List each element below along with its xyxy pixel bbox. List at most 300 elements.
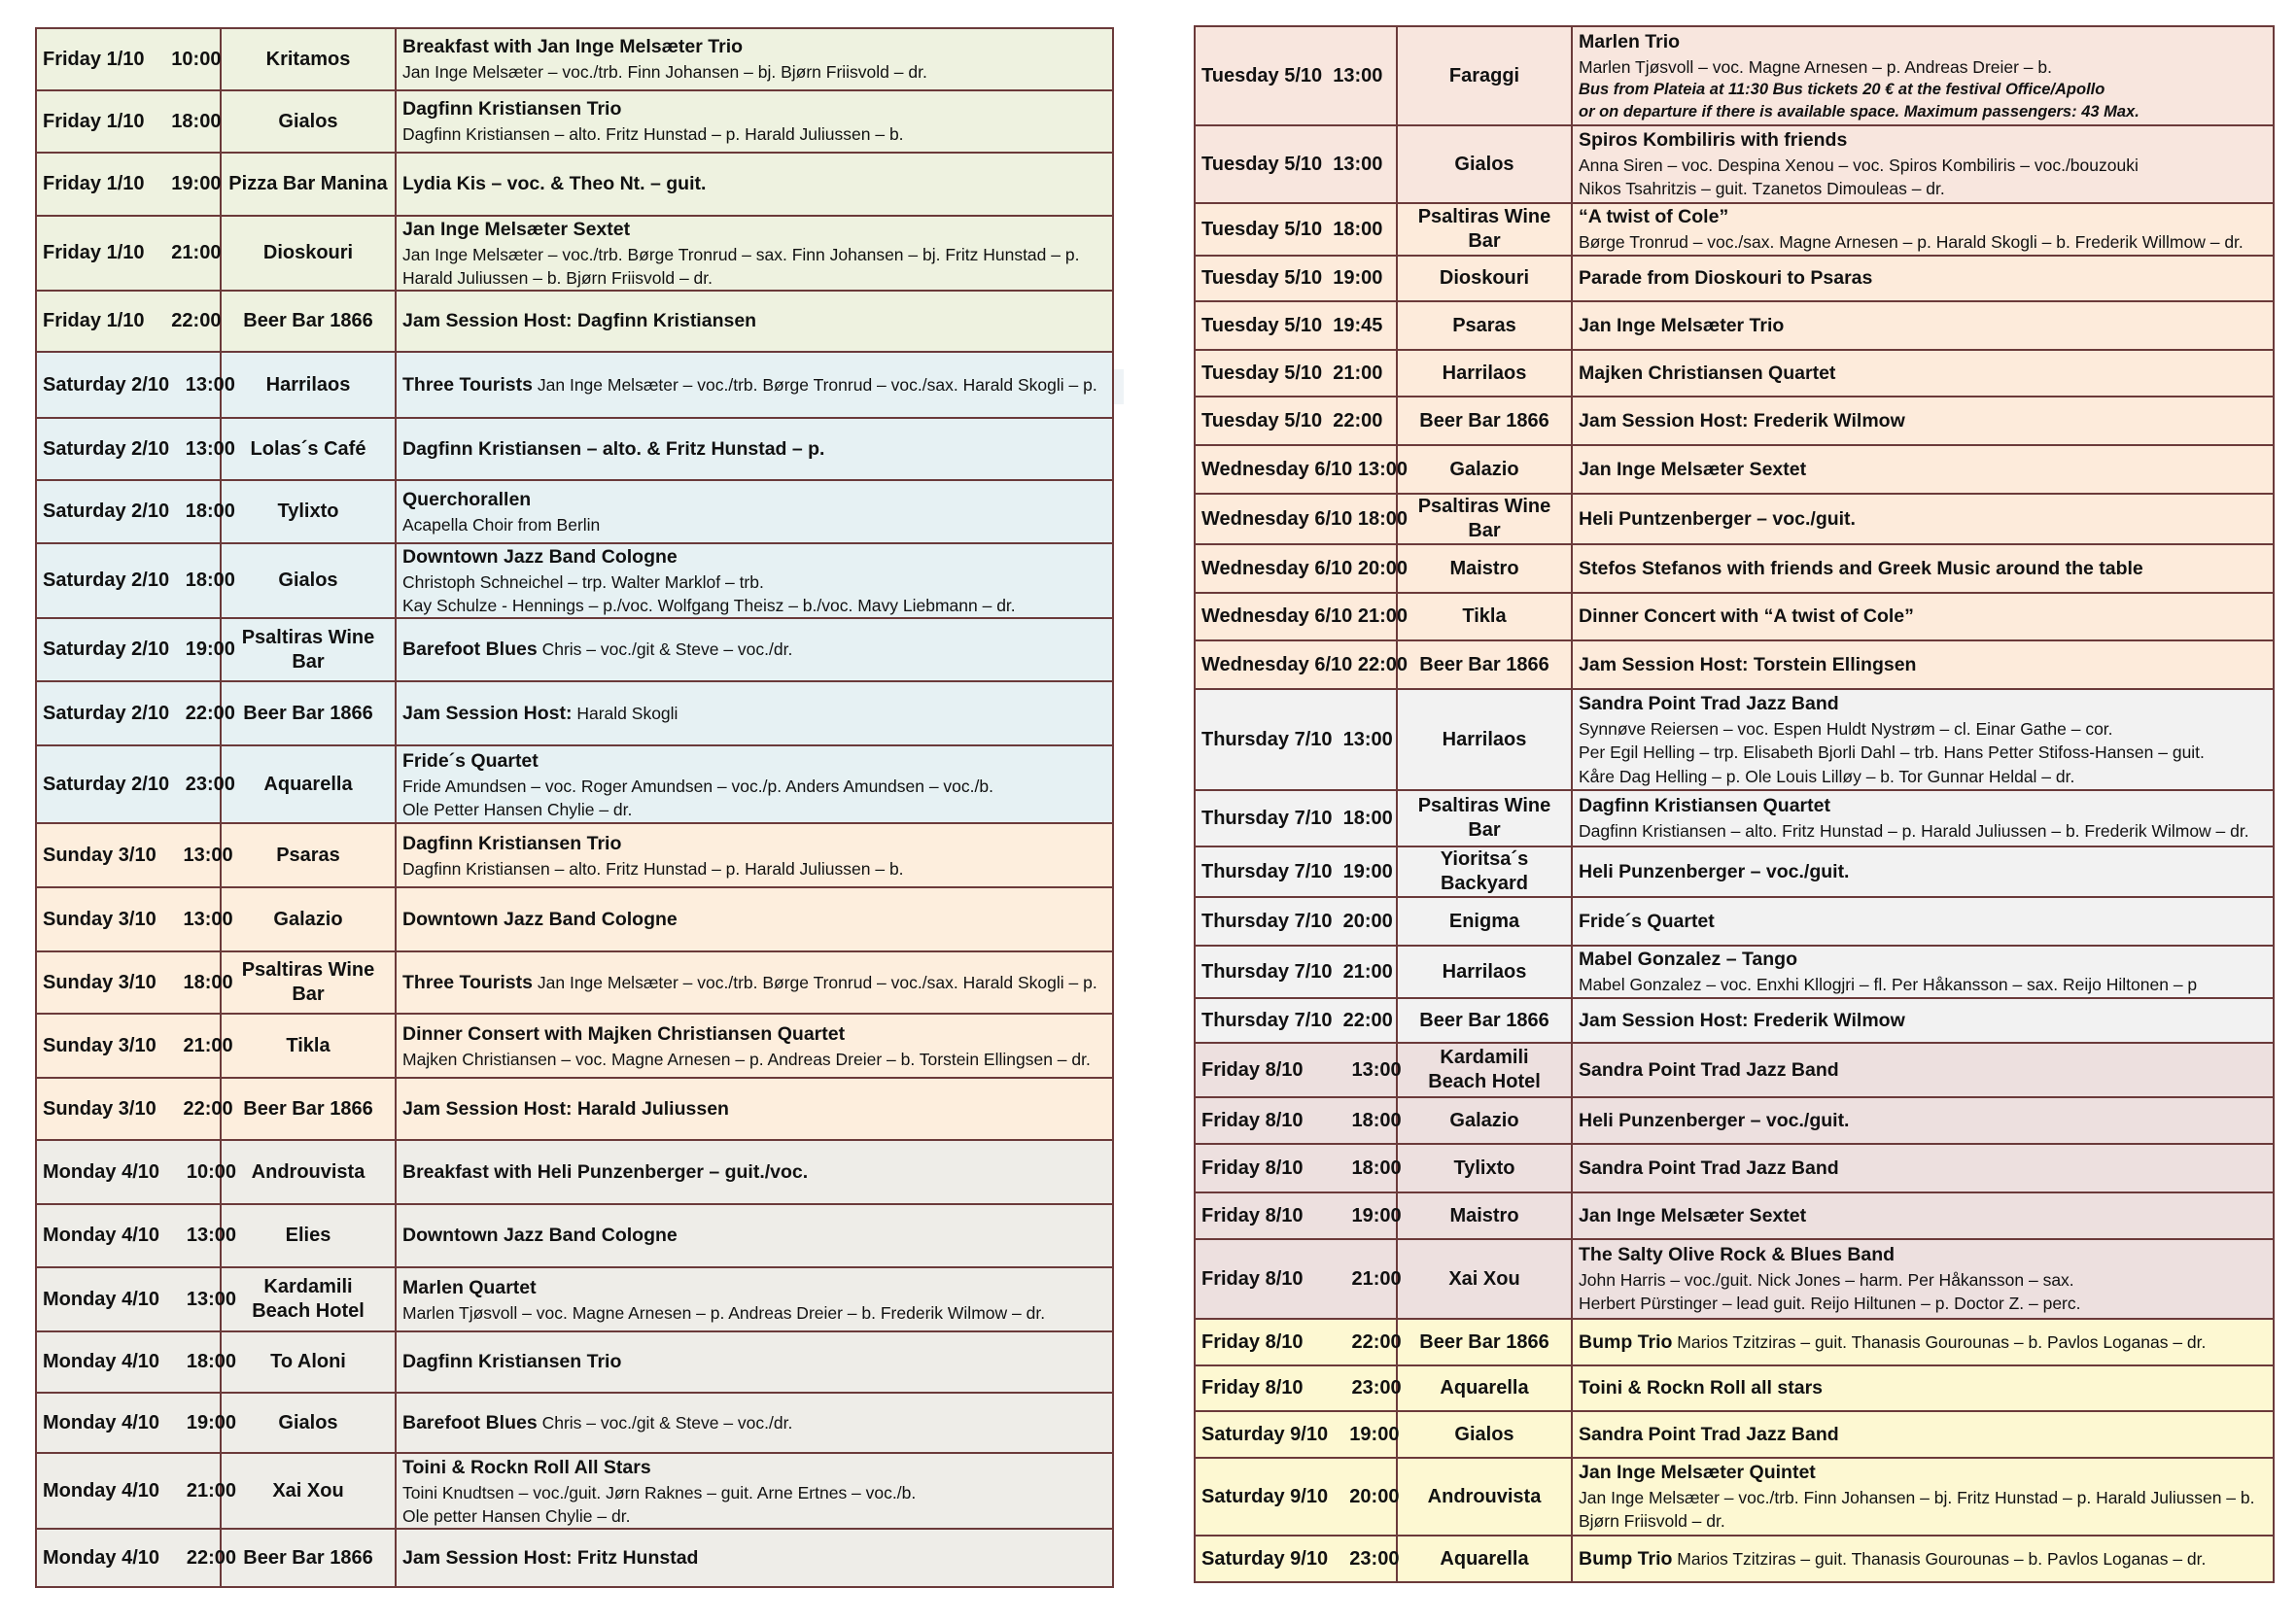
event-title: Jan Inge Melsæter Sextet (1579, 1204, 1807, 1226)
event-info (1572, 897, 2274, 946)
event-venue: Gialos (1397, 1411, 1572, 1458)
event-venue: Tikla (1397, 593, 1572, 640)
event-venue: Xai Xou (1397, 1239, 1572, 1319)
event-info (1572, 397, 2274, 445)
event-title: Jam Session Host: Dagfinn Kristiansen (402, 310, 757, 332)
event-info (396, 823, 1113, 887)
event-datetime: Friday 1/10 21:00 (36, 216, 221, 291)
event-detail-line: John Harris – voc./guit. Nick Jones – harm. Per Håkansson – sax. (1579, 1270, 2074, 1291)
event-detail-line: Acapella Choir from Berlin (402, 515, 601, 535)
event-detail-line: Dagfinn Kristiansen – alto. Fritz Hunstad – p. Harald Juliussen – b. (402, 858, 904, 879)
event-detail-line: Synnøve Reiersen – voc. Espen Huldt Nystrøm – cl. Einar Gathe – cor. (1579, 719, 2113, 740)
event-info (396, 153, 1113, 216)
event-title: Lydia Kis – voc. & Theo Nt. – guit. (402, 173, 707, 195)
schedule-row (36, 1267, 1113, 1331)
event-info (1572, 1319, 2274, 1365)
event-info (396, 28, 1113, 90)
event-title: Jam Session Host: (402, 702, 573, 724)
event-info (396, 745, 1113, 823)
event-info (1572, 1411, 2274, 1458)
event-info (396, 1267, 1113, 1331)
event-title: Jam Session Host: Harald Juliussen (402, 1097, 729, 1120)
event-datetime: Friday 8/10 19:00 (1195, 1192, 1397, 1239)
event-info (396, 418, 1113, 480)
event-info (396, 1204, 1113, 1267)
event-venue: Psaltiras Wine Bar (1397, 790, 1572, 846)
event-datetime: Friday 8/10 23:00 (1195, 1365, 1397, 1411)
event-title: Downtown Jazz Band Cologne (402, 1225, 678, 1247)
event-info (396, 480, 1113, 543)
schedule-row (1195, 1144, 2274, 1192)
event-title: Barefoot Blues (402, 639, 538, 661)
event-title: Heli Puntzenberger – voc./guit. (1579, 507, 1856, 530)
schedule-row (1195, 998, 2274, 1043)
event-lineup: Jan Inge Melsæter – voc./trb. Børge Tronrud – voc./sax. Harald Skogli – p. (537, 972, 1097, 992)
event-detail-line: Dagfinn Kristiansen – alto. Fritz Hunstad – p. Harald Juliussen – b. Frederik Wilmow – dr. (1579, 821, 2249, 842)
event-venue: Faraggi (1397, 26, 1572, 125)
event-info (396, 1078, 1113, 1140)
schedule-row (1195, 1239, 2274, 1319)
event-title: Three Tourists (402, 373, 533, 396)
event-venue: Tylixto (1397, 1144, 1572, 1192)
schedule-row (1195, 301, 2274, 350)
event-info (396, 1529, 1113, 1587)
event-info (396, 352, 1113, 418)
event-detail-line: Toini Knudtsen – voc./guit. Jørn Raknes – guit. Arne Ertnes – voc./b. (402, 1482, 917, 1502)
schedule-row (1195, 593, 2274, 640)
schedule-row (1195, 689, 2274, 790)
event-title: Spiros Kombiliris with friends (1579, 129, 1848, 152)
event-datetime: Saturday 2/10 22:00 (36, 681, 221, 745)
schedule-row (1195, 640, 2274, 689)
event-venue: Xai Xou (221, 1453, 396, 1529)
event-venue: Tylixto (221, 480, 396, 543)
schedule-left-body (36, 28, 1113, 1587)
event-title: Dagfinn Kristiansen Trio (402, 832, 622, 854)
event-datetime: Wednesday 6/10 13:00 (1195, 445, 1397, 494)
schedule-row (1195, 203, 2274, 256)
event-title: Marlen Trio (1579, 30, 1681, 52)
event-venue: Psaras (1397, 301, 1572, 350)
event-info (1572, 1144, 2274, 1192)
event-title: Fride´s Quartet (1579, 910, 1715, 932)
event-info (1572, 1458, 2274, 1536)
event-title: Sandra Point Trad Jazz Band (1579, 1058, 1839, 1081)
event-title: Sandra Point Trad Jazz Band (1579, 693, 1839, 715)
event-datetime: Saturday 2/10 23:00 (36, 745, 221, 823)
schedule-row (1195, 26, 2274, 125)
event-info (396, 1453, 1113, 1529)
event-info (1572, 350, 2274, 397)
event-datetime: Monday 4/10 22:00 (36, 1529, 221, 1587)
event-datetime: Saturday 9/10 19:00 (1195, 1411, 1397, 1458)
event-venue: Elies (221, 1204, 396, 1267)
event-info (396, 1140, 1113, 1204)
event-title: “A twist of Cole” (1579, 206, 1729, 228)
schedule-row (36, 1140, 1113, 1204)
event-lineup: Jan Inge Melsæter – voc./trb. Børge Tronrud – voc./sax. Harald Skogli – p. (537, 374, 1097, 395)
event-title: Querchorallen (402, 489, 532, 511)
event-venue: Psaras (221, 823, 396, 887)
event-title: Breakfast with Jan Inge Melsæter Trio (402, 36, 744, 58)
schedule-row (1195, 1536, 2274, 1582)
schedule-row (36, 291, 1113, 352)
event-detail-line: Herbert Pürstinger – lead guit. Reijo Hiltunen – p. Doctor Z. – perc. (1579, 1294, 2081, 1314)
event-datetime: Saturday 2/10 18:00 (36, 543, 221, 618)
event-title: Mabel Gonzalez – Tango (1579, 949, 1798, 971)
event-venue: Harrilaos (1397, 689, 1572, 790)
schedule-row (1195, 494, 2274, 544)
event-detail-line: Jan Inge Melsæter – voc./trb. Finn Johansen – bj. Bjørn Friisvold – dr. (402, 62, 927, 83)
schedule-row (36, 28, 1113, 90)
event-title: Toini & Rockn Roll All Stars (402, 1456, 651, 1478)
event-datetime: Saturday 2/10 19:00 (36, 618, 221, 681)
event-venue: Gialos (221, 90, 396, 153)
event-title: Bump Trio (1579, 1547, 1673, 1570)
event-note-line: Bus from Plateia at 11:30 Bus tickets 20 € at the festival Office/Apollo (1579, 80, 2105, 98)
event-detail-line: Kåre Dag Helling – p. Ole Louis Lilløy – b. Tor Gunnar Heldal – dr. (1579, 766, 2075, 786)
event-datetime: Monday 4/10 19:00 (36, 1393, 221, 1453)
event-venue: Harrilaos (1397, 350, 1572, 397)
schedule-row (36, 216, 1113, 291)
event-info (1572, 544, 2274, 593)
schedule-row (1195, 946, 2274, 998)
event-datetime: Sunday 3/10 22:00 (36, 1078, 221, 1140)
event-detail-line: Børge Tronrud – voc./sax. Magne Arnesen – p. Harald Skogli – b. Frederik Willmow – dr. (1579, 232, 2244, 253)
event-title: Heli Punzenberger – voc./guit. (1579, 860, 1850, 882)
event-datetime: Monday 4/10 10:00 (36, 1140, 221, 1204)
event-datetime: Thursday 7/10 18:00 (1195, 790, 1397, 846)
schedule-row (36, 887, 1113, 951)
event-lineup: Marios Tzitziras – guit. Thanasis Gourounas – b. Pavlos Loganas – dr. (1677, 1548, 2207, 1569)
event-datetime: Sunday 3/10 13:00 (36, 887, 221, 951)
event-title: Dinner Consert with Majken Christiansen Quartet (402, 1022, 846, 1045)
event-venue: Maistro (1397, 544, 1572, 593)
event-venue: Psaltiras Wine Bar (1397, 494, 1572, 544)
schedule-row (1195, 445, 2274, 494)
event-datetime: Sunday 3/10 18:00 (36, 951, 221, 1014)
event-venue: Gialos (221, 1393, 396, 1453)
event-title: Sandra Point Trad Jazz Band (1579, 1423, 1839, 1445)
event-venue: Gialos (221, 543, 396, 618)
event-datetime: Friday 1/10 18:00 (36, 90, 221, 153)
event-lineup: Chris – voc./git & Steve – voc./dr. (541, 1412, 793, 1433)
event-datetime: Sunday 3/10 13:00 (36, 823, 221, 887)
schedule-row (36, 153, 1113, 216)
event-title: The Salty Olive Rock & Blues Band (1579, 1244, 1896, 1266)
event-info (1572, 203, 2274, 256)
event-info (1572, 1365, 2274, 1411)
event-datetime: Thursday 7/10 20:00 (1195, 897, 1397, 946)
event-datetime: Thursday 7/10 13:00 (1195, 689, 1397, 790)
event-detail-line: Marlen Tjøsvoll – voc. Magne Arnesen – p. Andreas Dreier – b. (1579, 56, 2053, 77)
event-title: Parade from Dioskouri to Psaras (1579, 267, 1873, 290)
event-title: Dinner Concert with “A twist of Cole” (1579, 605, 1914, 628)
event-datetime: Tuesday 5/10 19:45 (1195, 301, 1397, 350)
event-datetime: Wednesday 6/10 20:00 (1195, 544, 1397, 593)
event-datetime: Saturday 9/10 20:00 (1195, 1458, 1397, 1536)
event-title: Toini & Rockn Roll all stars (1579, 1377, 1824, 1399)
event-info (1572, 445, 2274, 494)
event-info (1572, 1043, 2274, 1097)
event-info (1572, 1239, 2274, 1319)
schedule-row (36, 745, 1113, 823)
event-datetime: Friday 1/10 10:00 (36, 28, 221, 90)
event-info (396, 90, 1113, 153)
event-datetime: Sunday 3/10 21:00 (36, 1014, 221, 1078)
event-datetime: Tuesday 5/10 18:00 (1195, 203, 1397, 256)
event-venue: Enigma (1397, 897, 1572, 946)
event-datetime: Monday 4/10 13:00 (36, 1204, 221, 1267)
schedule-row (36, 1529, 1113, 1587)
schedule-row (1195, 544, 2274, 593)
event-datetime: Monday 4/10 21:00 (36, 1453, 221, 1529)
event-info (396, 1331, 1113, 1393)
event-info (1572, 593, 2274, 640)
schedule-row (1195, 846, 2274, 897)
schedule-row (1195, 1411, 2274, 1458)
event-venue: Aquarella (221, 745, 396, 823)
event-venue: Pizza Bar Manina (221, 153, 396, 216)
event-detail-line: Harald Juliussen – b. Bjørn Friisvold – dr. (402, 268, 713, 289)
event-title: Stefos Stefanos with friends and Greek Music around the table (1579, 557, 2143, 579)
schedule-row (36, 681, 1113, 745)
event-venue: Gialos (1397, 125, 1572, 203)
event-datetime: Tuesday 5/10 13:00 (1195, 26, 1397, 125)
event-venue: Maistro (1397, 1192, 1572, 1239)
schedule-row (1195, 1043, 2274, 1097)
event-info (1572, 1192, 2274, 1239)
event-datetime: Friday 1/10 22:00 (36, 291, 221, 352)
schedule-row (1195, 256, 2274, 301)
schedule-row (1195, 1097, 2274, 1144)
event-datetime: Thursday 7/10 21:00 (1195, 946, 1397, 998)
event-title: Three Tourists (402, 971, 533, 993)
schedule-left-table (35, 27, 1114, 1588)
event-title: Jan Inge Melsæter Sextet (1579, 458, 1807, 480)
event-info (396, 216, 1113, 291)
schedule-row (1195, 897, 2274, 946)
event-detail-line: Fride Amundsen – voc. Roger Amundsen – voc./p. Anders Amundsen – voc./b. (402, 776, 993, 796)
event-title: Bump Trio (1579, 1330, 1673, 1353)
event-venue: Galazio (1397, 445, 1572, 494)
event-datetime: Thursday 7/10 19:00 (1195, 846, 1397, 897)
schedule-row (1195, 1458, 2274, 1536)
event-title: Downtown Jazz Band Cologne (402, 908, 678, 930)
event-info (1572, 1097, 2274, 1144)
event-info (396, 618, 1113, 681)
event-datetime: Wednesday 6/10 22:00 (1195, 640, 1397, 689)
event-datetime: Saturday 2/10 18:00 (36, 480, 221, 543)
schedule-row (1195, 790, 2274, 846)
event-venue: Tikla (221, 1014, 396, 1078)
event-info (396, 681, 1113, 745)
event-datetime: Saturday 9/10 23:00 (1195, 1536, 1397, 1582)
event-datetime: Saturday 2/10 13:00 (36, 418, 221, 480)
event-info (396, 887, 1113, 951)
schedule-row (36, 1453, 1113, 1529)
event-info (1572, 301, 2274, 350)
event-info (396, 1014, 1113, 1078)
event-title: Downtown Jazz Band Cologne (402, 546, 678, 569)
schedule-row (36, 951, 1113, 1014)
event-venue: Harrilaos (1397, 946, 1572, 998)
event-datetime: Monday 4/10 13:00 (36, 1267, 221, 1331)
event-datetime: Saturday 2/10 13:00 (36, 352, 221, 418)
event-title: Breakfast with Heli Punzenberger – guit./voc. (402, 1160, 809, 1183)
event-datetime: Friday 8/10 13:00 (1195, 1043, 1397, 1097)
event-datetime: Tuesday 5/10 21:00 (1195, 350, 1397, 397)
event-venue: Lolas´s Café (221, 418, 396, 480)
event-title: Sandra Point Trad Jazz Band (1579, 1157, 1839, 1179)
event-venue: Beer Bar 1866 (1397, 397, 1572, 445)
event-venue: Dioskouri (1397, 256, 1572, 301)
schedule-row (1195, 397, 2274, 445)
event-title: Marlen Quartet (402, 1276, 537, 1298)
event-venue: Psaltiras Wine Bar (221, 618, 396, 681)
event-title: Jam Session Host: Frederik Wilmow (1579, 1009, 1905, 1031)
event-note-line: or on departure if there is available space. Maximum passengers: 43 Max. (1579, 102, 2139, 121)
event-info (396, 543, 1113, 618)
event-venue: Galazio (1397, 1097, 1572, 1144)
event-detail-line: Dagfinn Kristiansen – alto. Fritz Hunstad – p. Harald Juliussen – b. (402, 124, 904, 145)
event-detail-line: Bjørn Friisvold – dr. (1579, 1511, 1725, 1532)
event-info (1572, 640, 2274, 689)
event-datetime: Friday 1/10 19:00 (36, 153, 221, 216)
event-detail-line: Christoph Schneichel – trp. Walter Marklof – trb. (402, 572, 764, 593)
event-title: Jam Session Host: Frederik Wilmow (1579, 409, 1905, 432)
event-datetime: Wednesday 6/10 18:00 (1195, 494, 1397, 544)
event-detail-line: Per Egil Helling – trp. Elisabeth Bjorli Dahl – trb. Hans Petter Stifoss-Hansen – guit. (1579, 742, 2205, 763)
event-title: Jan Inge Melsæter Trio (1579, 314, 1785, 336)
event-info (1572, 125, 2274, 203)
event-detail-line: Mabel Gonzalez – voc. Enxhi Kllogjri – fl. Per Håkansson – sax. Reijo Hiltonen – p (1579, 975, 2198, 995)
event-info (1572, 998, 2274, 1043)
event-venue: Beer Bar 1866 (221, 1078, 396, 1140)
schedule-row (1195, 1365, 2274, 1411)
event-info (1572, 1536, 2274, 1582)
event-detail-line: Marlen Tjøsvoll – voc. Magne Arnesen – p. Andreas Dreier – b. Frederik Wilmow – dr. (402, 1302, 1046, 1323)
schedule-row (36, 1331, 1113, 1393)
event-venue: Harrilaos (221, 352, 396, 418)
event-venue: Galazio (221, 887, 396, 951)
event-datetime: Wednesday 6/10 21:00 (1195, 593, 1397, 640)
event-lineup: Marios Tzitziras – guit. Thanasis Gourounas – b. Pavlos Loganas – dr. (1677, 1331, 2207, 1352)
event-venue: Aquarella (1397, 1365, 1572, 1411)
event-detail-line: Ole petter Hansen Chylie – dr. (402, 1505, 631, 1526)
event-title: Jan Inge Melsæter Quintet (1579, 1462, 1816, 1484)
event-venue: Kritamos (221, 28, 396, 90)
event-detail-line: Majken Christiansen – voc. Magne Arnesen – p. Andreas Dreier – b. Torstein Ellingsen – dr. (402, 1049, 1091, 1069)
event-info (396, 1393, 1113, 1453)
event-venue: Psaltiras Wine Bar (1397, 203, 1572, 256)
event-venue: To Aloni (221, 1331, 396, 1393)
event-datetime: Tuesday 5/10 22:00 (1195, 397, 1397, 445)
event-datetime: Tuesday 5/10 19:00 (1195, 256, 1397, 301)
event-datetime: Thursday 7/10 22:00 (1195, 998, 1397, 1043)
event-title: Dagfinn Kristiansen Quartet (1579, 795, 1830, 817)
event-title: Jan Inge Melsæter Sextet (402, 219, 631, 240)
schedule-row (1195, 125, 2274, 203)
event-datetime: Tuesday 5/10 13:00 (1195, 125, 1397, 203)
event-datetime: Friday 8/10 22:00 (1195, 1319, 1397, 1365)
event-title: Fride´s Quartet (402, 749, 539, 772)
event-info (396, 951, 1113, 1014)
schedule-row (1195, 350, 2274, 397)
event-venue: Aquarella (1397, 1536, 1572, 1582)
schedule-row (36, 480, 1113, 543)
event-info (1572, 689, 2274, 790)
event-datetime: Friday 8/10 18:00 (1195, 1097, 1397, 1144)
event-venue: Beer Bar 1866 (221, 1529, 396, 1587)
schedule-row (36, 1393, 1113, 1453)
event-venue: Yioritsa´s Backyard (1397, 846, 1572, 897)
schedule-right-table (1194, 25, 2275, 1583)
event-venue: Beer Bar 1866 (1397, 998, 1572, 1043)
scan-mark (1114, 369, 1124, 404)
event-title: Majken Christiansen Quartet (1579, 362, 1836, 384)
event-info (396, 291, 1113, 352)
event-info (1572, 256, 2274, 301)
event-lineup: Harald Skogli (576, 703, 678, 723)
schedule-row (36, 618, 1113, 681)
event-lineup: Chris – voc./git & Steve – voc./dr. (541, 639, 793, 660)
event-info (1572, 846, 2274, 897)
schedule-row (36, 1078, 1113, 1140)
schedule-row (36, 1014, 1113, 1078)
event-title: Heli Punzenberger – voc./guit. (1579, 1109, 1850, 1131)
event-venue: Kardamili Beach Hotel (1397, 1043, 1572, 1097)
event-venue: Androuvista (1397, 1458, 1572, 1536)
event-title: Dagfinn Kristiansen – alto. & Fritz Hunstad – p. (402, 437, 825, 460)
event-detail-line: Nikos Tsahritzis – guit. Tzanetos Dimouleas – dr. (1579, 179, 1945, 199)
schedule-right-body (1195, 26, 2274, 1582)
event-venue: Androuvista (221, 1140, 396, 1204)
schedule-row (1195, 1319, 2274, 1365)
event-venue: Beer Bar 1866 (1397, 640, 1572, 689)
event-info (1572, 26, 2274, 125)
event-detail-line: Anna Siren – voc. Despina Xenou – voc. Spiros Kombiliris – voc./bouzouki (1579, 155, 2139, 176)
event-venue: Beer Bar 1866 (221, 291, 396, 352)
event-datetime: Friday 8/10 18:00 (1195, 1144, 1397, 1192)
event-datetime: Friday 8/10 21:00 (1195, 1239, 1397, 1319)
event-detail-line: Kay Schulze - Hennings – p./voc. Wolfgang Theisz – b./voc. Mavy Liebmann – dr. (402, 596, 1016, 616)
event-info (1572, 946, 2274, 998)
event-title: Dagfinn Kristiansen Trio (402, 98, 622, 121)
schedule-row (1195, 1192, 2274, 1239)
schedule-row (36, 1204, 1113, 1267)
event-title: Dagfinn Kristiansen Trio (402, 1351, 622, 1373)
event-title: Jam Session Host: Fritz Hunstad (402, 1546, 699, 1569)
event-title: Barefoot Blues (402, 1411, 538, 1433)
event-datetime: Monday 4/10 18:00 (36, 1331, 221, 1393)
event-title: Jam Session Host: Torstein Ellingsen (1579, 653, 1917, 675)
event-info (1572, 790, 2274, 846)
event-detail-line: Ole Petter Hansen Chylie – dr. (402, 799, 633, 819)
event-venue: Beer Bar 1866 (1397, 1319, 1572, 1365)
event-venue: Beer Bar 1866 (221, 681, 396, 745)
schedule-row (36, 352, 1113, 418)
schedule-row (36, 418, 1113, 480)
event-venue: Psaltiras Wine Bar (221, 951, 396, 1014)
schedule-row (36, 823, 1113, 887)
event-info (1572, 494, 2274, 544)
event-detail-line: Jan Inge Melsæter – voc./trb. Børge Tronrud – sax. Finn Johansen – bj. Fritz Hunstad – p. (402, 244, 1080, 264)
schedule-row (36, 90, 1113, 153)
schedule-row (36, 543, 1113, 618)
event-detail-line: Jan Inge Melsæter – voc./trb. Finn Johansen – bj. Fritz Hunstad – p. Harald Juliussen – b. (1579, 1488, 2255, 1508)
event-venue: Dioskouri (221, 216, 396, 291)
